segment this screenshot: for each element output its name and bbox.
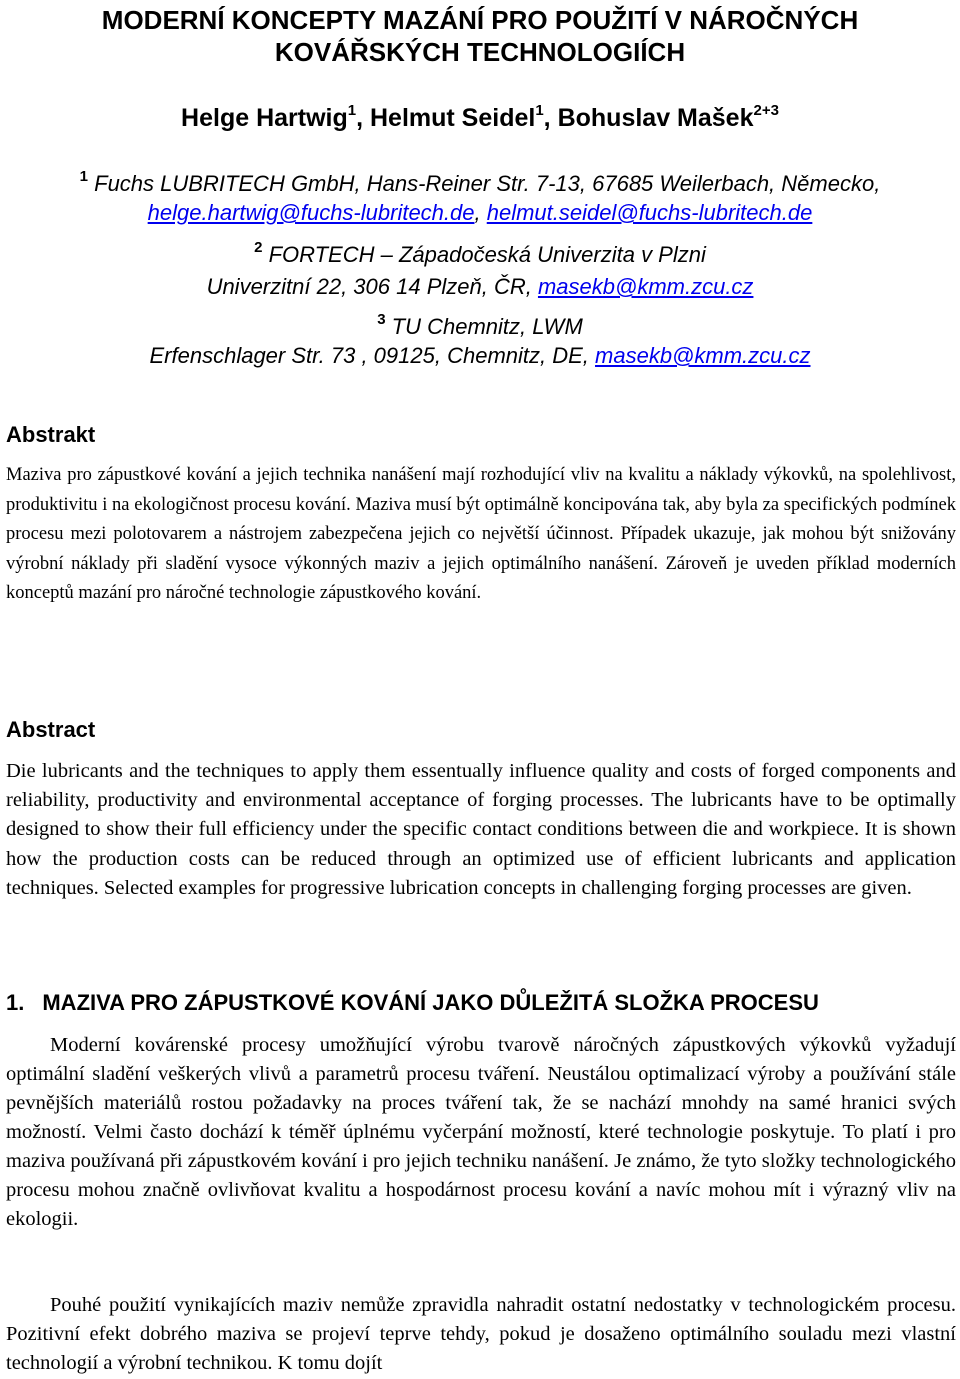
affiliation-1-line-2 [0, 199, 960, 227]
author-separator: , [356, 104, 370, 132]
author-separator: , [543, 104, 558, 132]
email-link[interactable]: masekb@kmm.zcu.cz [537, 274, 754, 299]
abstrakt-heading: Abstrakt [6, 422, 96, 447]
email-link[interactable]: masekb@kmm.zcu.cz [595, 343, 811, 368]
affiliation-2-line-1 [0, 238, 960, 269]
section-body [6, 1031, 956, 1234]
section-title: MAZIVA PRO ZÁPUSTKOVÉ KOVÁNÍ JAKO DŮLEŽITÁ SLOŽKA PROCESU [42, 990, 819, 1015]
author-name: Helge Hartwig [181, 104, 348, 132]
paper-title [0, 4, 960, 68]
affiliation-number: 1 [79, 167, 89, 185]
affiliation-3-line-2 [0, 342, 960, 370]
abstract-heading: Abstract [6, 717, 96, 742]
affiliation-1-line-1 [0, 167, 960, 198]
section-number: 1. [6, 990, 25, 1015]
affiliation-3-line-1 [0, 310, 960, 341]
author-name: Helmut Seidel [370, 104, 536, 132]
author-affiliation-mark: 2+3 [753, 101, 779, 119]
abstract-paragraph: Die lubricants and the techniques to apply them essentually influence quality and costs of forged components and reliability, productivity and environmental acceptance of forging processes. The lubricants have to be optimally designed to show their full efficiency under the specific contact conditions between die and workpiece. It is shown how the production costs can be reduced through an optimized use of efficient lubricants and application techniques. Selected examples for progressive lubrication concepts in challenging forging processes are given. [6, 760, 956, 899]
abstract-text [6, 757, 956, 903]
author-name: Bohuslav Mašek [557, 104, 754, 132]
section-body-2 [6, 1291, 956, 1378]
abstrakt-paragraph: Maziva pro zápustkové kování a jejich technika nanášení mají rozhodující vliv na kvalitu a náklady výkovků, na spolehlivost, produktivitu i na ekologičnost procesu kování. Maziva musí být optimálně koncipována tak, aby byla za specifických podmínek procesu mezi polotovarem a nástrojem zabezpečena jejich co největší účinnost. Případek ukazuje, jak mohou být snižovány výrobní náklady při sladění vysoce výkonných maziv a jejich optimálního nanášení. Zároveň je uveden příklad moderních konceptů mazání pro náročné technologie zápustkového kování. [6, 465, 956, 603]
email-link[interactable]: helge.hartwig@fuchs-lubritech.de [147, 200, 475, 225]
affiliation-text: FORTECH – Západočeská Univerzita v Plzni [262, 242, 706, 267]
email-link[interactable]: helmut.seidel@fuchs-lubritech.de [486, 200, 813, 225]
title-line-1: MODERNÍ KONCEPTY MAZÁNÍ PRO POUŽITÍ V NÁROČNÝCH [101, 5, 859, 35]
author-affiliation-mark: 1 [347, 101, 357, 119]
affiliation-text: Univerzitní 22, 306 14 Plzeň, ČR, [206, 274, 538, 299]
affiliation-text: Erfenschlager Str. 73 , 09125, Chemnitz, DE, [149, 343, 596, 368]
affiliation-number: 2 [254, 238, 263, 256]
affiliation-2-line-2 [0, 273, 960, 301]
author-affiliation-mark: 1 [535, 101, 544, 119]
affiliation-text: Fuchs LUBRITECH GmbH, Hans-Reiner Str. 7-13, 67685 Weilerbach, Německo, [88, 171, 881, 196]
author-list [0, 102, 960, 134]
body-paragraph: Moderní kovárenské procesy umožňující výrobu tvarově náročných zápustkových výkovků vyžadují optimální sladění veškerých vlivů a parametrů procesu tváření. Neustálou optimalizací výroby a používání stále pevnějších materiálů rostou požadavky na proces tváření tak, že se nachází mnohdy na samé hranici svých možností. Velmi často dochází k téměř úplnému vyčerpání možností, které technologie poskytuje. To platí i pro maziva používaná při zápustkovém kování i pro jejich techniku nanášení. Je známo, že tyto složky technologického procesu mohou značně ovlivňovat kvalitu a hospodárnost procesu kování a navíc mohou mít i výrazný vliv na ekologii. [6, 1034, 956, 1230]
affiliation-number: 3 [377, 310, 386, 328]
abstrakt-text [6, 461, 956, 609]
title-line-2: KOVÁŘSKÝCH TECHNOLOGIÍCH [274, 37, 686, 67]
section-heading [6, 989, 819, 1017]
affiliation-text: TU Chemnitz, LWM [385, 314, 583, 339]
email-separator: , [474, 200, 487, 225]
body-paragraph: Pouhé použití vynikajících maziv nemůže zpravidla nahradit ostatní nedostatky v technologickém procesu. Pozitivní efekt dobrého maziva se projeví teprve tehdy, pokud je dosaženo optimálního souladu mezi vlastní technologií a výrobní technikou. K tomu dojít [6, 1294, 956, 1374]
